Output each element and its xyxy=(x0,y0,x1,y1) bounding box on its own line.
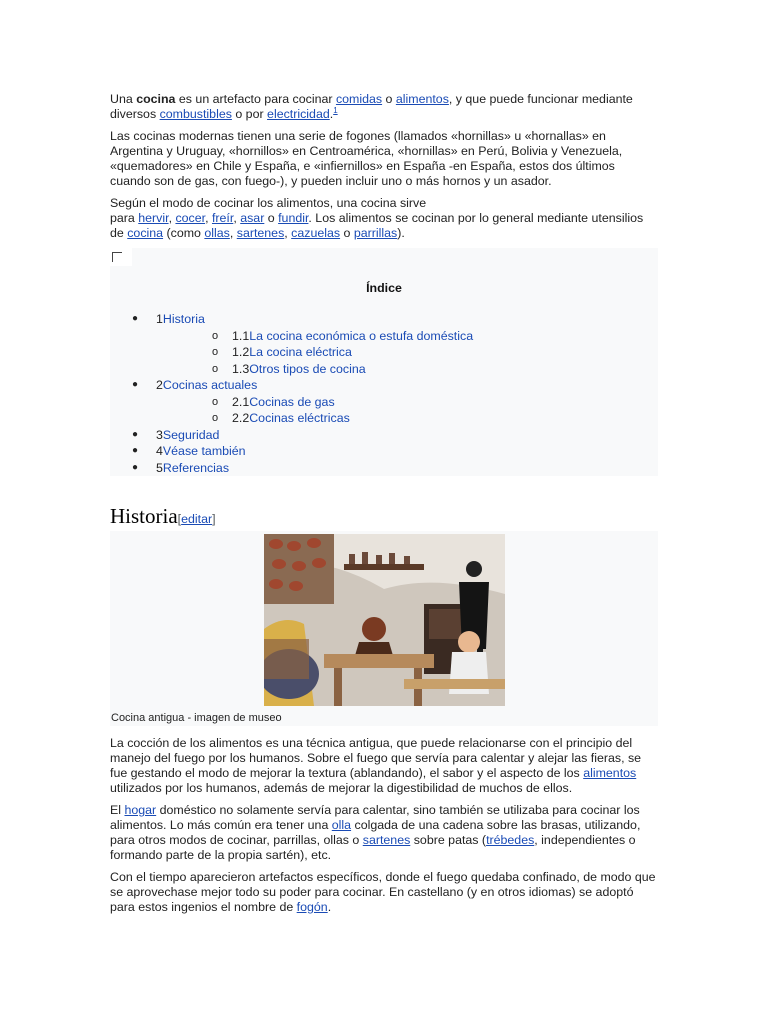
text: Con el tiempo aparecieron artefactos específicos, donde el fuego quedaba confinado, de modo que se aprovechase mejor todo su poder para cocinar. En castellano (y en otros idiomas) se adoptó para estos ingenios el nombre de xyxy=(110,870,656,914)
toc-item[interactable] xyxy=(110,443,658,460)
toc-number: 2.1 xyxy=(232,394,250,409)
separator: , xyxy=(168,211,176,225)
toc-number: 3 xyxy=(156,427,163,442)
heading-text: Historia xyxy=(110,504,178,528)
bullet-icon: ● xyxy=(132,461,139,473)
link-cocina[interactable]: cocina xyxy=(127,226,164,240)
text: utilizados por los humanos, además de mejorar la digestibilidad de muchos de ellos. xyxy=(110,781,573,795)
toc-link-seguridad[interactable]: Seguridad xyxy=(162,427,220,442)
bracket: ] xyxy=(212,512,216,526)
text: o por xyxy=(231,107,268,121)
text: Una xyxy=(110,92,137,106)
separator: , xyxy=(233,211,241,225)
toc-link-cocinas-actuales[interactable]: Cocinas actuales xyxy=(162,378,258,392)
toc-item[interactable] xyxy=(110,328,658,345)
toc-list xyxy=(110,311,658,476)
separator: , xyxy=(229,226,237,240)
link-asar[interactable]: asar xyxy=(240,211,265,225)
intro-paragraph-2: Las cocinas modernas tienen una serie de fogones (llamados «hornillas» u «hornallas» en Argentina y Uruguay, «hornillos» en Centroamérica, «hornillas» en Perú, Bolivia y Venezuela, «quemadores» en Chile y España, e «infiernillos» en España -en España, estos dos últimos cuando son de gas, con fuego-), y pueden incluir uno o más hornos y un asador. xyxy=(110,129,623,188)
toc-number: 1.3 xyxy=(232,361,250,376)
text: (como xyxy=(163,226,205,240)
link-electricidad[interactable]: electricidad xyxy=(267,107,330,121)
bold-term: cocina xyxy=(136,92,176,106)
text: El xyxy=(110,803,125,817)
figure-cocina-antigua xyxy=(110,531,658,726)
edit-link[interactable]: editar xyxy=(181,512,213,526)
toc-number: 1 xyxy=(156,312,163,326)
text: es un artefacto para cocinar xyxy=(175,92,336,106)
toc-item[interactable] xyxy=(110,460,658,477)
toc-link-cocina-economica[interactable]: La cocina económica o estufa doméstica xyxy=(249,328,474,343)
reference-link[interactable]: 1 xyxy=(333,105,338,115)
toc-link-cocinas-gas[interactable]: Cocinas de gas xyxy=(249,394,335,409)
bullet-icon: o xyxy=(212,395,219,408)
toc-number: 2 xyxy=(156,378,163,392)
text: . xyxy=(327,900,332,914)
link-hogar[interactable]: hogar xyxy=(124,803,157,817)
toc-number: 4 xyxy=(156,444,163,458)
text: , y que puede funcionar mediante diversos xyxy=(110,92,633,121)
link-hervir[interactable]: hervir xyxy=(138,211,169,225)
intro-paragraph-3 xyxy=(110,196,658,241)
text: doméstico no solamente servía para calentar, sino también se utilizaba para cocinar los alimentos. Lo más común era tener una xyxy=(110,803,640,832)
text: La cocción de los alimentos es una técnica antigua, que puede relacionarse con el principio del manejo del fuego por los humanos. Sobre el fuego que servía para calentar y alejar las fieras, se fue gestando el modo de mejorar la textura (ablandando), el sabor y el aspecto de los xyxy=(110,736,642,780)
intro-paragraph-1 xyxy=(110,92,658,122)
bullet-icon: o xyxy=(212,329,219,342)
text: Según el modo de cocinar los alimentos, una cocina sirve xyxy=(110,196,427,210)
link-olla[interactable]: olla xyxy=(331,818,352,832)
separator: , xyxy=(284,226,292,240)
toc-toggle-checkbox[interactable] xyxy=(110,248,132,266)
toc-link-cocina-electrica[interactable]: La cocina eléctrica xyxy=(249,345,352,359)
bullet-icon: ● xyxy=(132,379,139,390)
toc-link-otros-tipos[interactable]: Otros tipos de cocina xyxy=(249,361,366,376)
historia-paragraph-1 xyxy=(110,736,658,796)
toc-item[interactable] xyxy=(110,394,658,411)
toc-item[interactable] xyxy=(110,311,658,328)
historia-body xyxy=(110,736,658,922)
bullet-icon: o xyxy=(212,362,219,375)
text: colgada de una cadena sobre las brasas, utilizando, para otros modos de cocinar, parrillas, ollas o xyxy=(110,818,641,847)
bracket: [ xyxy=(177,512,182,526)
kitchen-illustration xyxy=(264,534,505,706)
link-combustibles[interactable]: combustibles xyxy=(159,107,232,121)
link-comidas[interactable]: comidas xyxy=(335,92,383,106)
bullet-icon: ● xyxy=(132,445,139,456)
text: o xyxy=(382,92,396,106)
link-alimentos-2[interactable]: alimentos xyxy=(583,766,637,780)
toc-title: Índice xyxy=(366,281,402,295)
checkbox-corner-icon xyxy=(112,252,122,262)
bullet-icon: o xyxy=(212,412,219,424)
toc-number: 1.2 xyxy=(232,345,250,359)
toc-link-historia[interactable]: Historia xyxy=(162,312,205,326)
link-fogon[interactable]: fogón xyxy=(296,900,328,914)
separator: , xyxy=(205,211,212,225)
link-freir[interactable]: freír xyxy=(211,211,234,225)
toc-link-vease-tambien[interactable]: Véase también xyxy=(162,444,246,458)
link-alimentos[interactable]: alimentos xyxy=(395,92,449,106)
link-sartenes[interactable]: sartenes xyxy=(236,226,285,240)
toc-link-cocinas-electricas[interactable]: Cocinas eléctricas xyxy=(249,411,350,425)
figure-caption: Cocina antigua - imagen de museo xyxy=(111,712,282,724)
text: o xyxy=(264,211,279,225)
link-cazuelas[interactable]: cazuelas xyxy=(291,226,341,240)
text: ). xyxy=(397,226,405,240)
link-cocer[interactable]: cocer xyxy=(175,211,206,225)
toc-item[interactable] xyxy=(110,344,658,361)
text: . xyxy=(329,107,334,121)
table-of-contents xyxy=(110,248,658,476)
toc-number: 1.1 xyxy=(232,328,250,343)
text: o xyxy=(340,226,354,240)
link-parrillas[interactable]: parrillas xyxy=(353,226,398,240)
historia-paragraph-3 xyxy=(110,870,658,915)
text: . Los alimentos se cocinan por lo general mediante utensilios de xyxy=(110,211,644,240)
museum-kitchen-image[interactable] xyxy=(264,534,505,706)
article-intro xyxy=(110,92,658,476)
text: , independientes o formando parte de la propia sartén), etc. xyxy=(110,833,636,862)
edit-section xyxy=(178,512,216,526)
toc-number: 2.2 xyxy=(232,411,250,425)
bullet-icon: ● xyxy=(132,313,139,324)
historia-paragraph-2 xyxy=(110,803,658,863)
toc-item[interactable] xyxy=(110,427,658,444)
text: para xyxy=(110,211,139,225)
text: sobre patas ( xyxy=(410,833,487,847)
toc-item[interactable] xyxy=(110,410,658,427)
link-fundir[interactable]: fundir xyxy=(278,211,309,225)
section-heading-historia xyxy=(110,503,658,534)
toc-item[interactable] xyxy=(110,361,658,378)
link-sartenes-2[interactable]: sartenes xyxy=(362,833,411,847)
toc-number: 5 xyxy=(156,460,163,475)
toc-item[interactable] xyxy=(110,377,658,394)
bullet-icon: o xyxy=(212,346,219,358)
toc-link-referencias[interactable]: Referencias xyxy=(162,460,230,475)
bullet-icon: ● xyxy=(132,428,139,440)
link-trebedes[interactable]: trébedes xyxy=(486,833,535,847)
link-ollas[interactable]: ollas xyxy=(204,226,230,240)
